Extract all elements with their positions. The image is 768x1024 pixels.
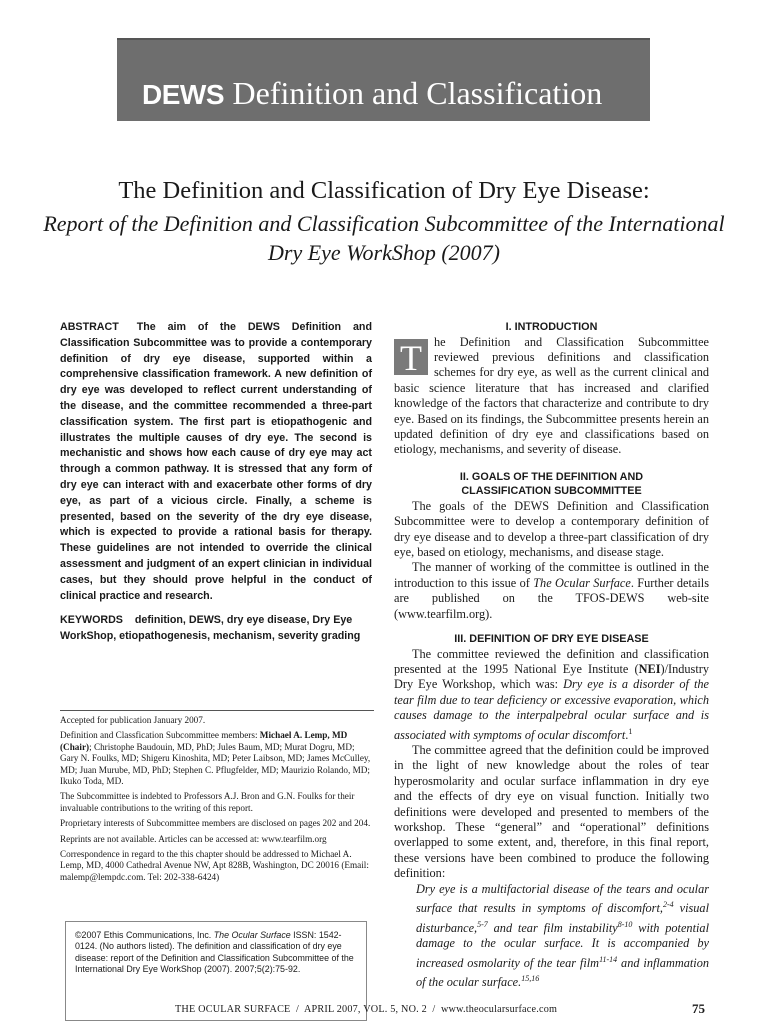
- def-p1-a: The committee reviewed the definition and classification presented at the 1995 National Eye Institute (: [394, 646, 709, 676]
- keywords-text: definition, DEWS, dry eye disease, Dry Eye WorkShop, etiopathogenesis, mechanism, severity grading: [60, 614, 361, 643]
- quote-e: and inflammation of the ocular surface.: [416, 955, 709, 990]
- goals-p2-journal: The Ocular Surface: [533, 575, 631, 590]
- keywords: [60, 613, 372, 645]
- goals-paragraph-1: The goals of the DEWS Definition and Classification Subcommittee were to develop a contemporary definition of dry eye disease and to develop a three-part classification of dry eye, based on etiology, mechanisms, and disease stage.: [394, 498, 709, 559]
- definition-quote: [416, 882, 709, 991]
- footer-journal-info: THE OCULAR SURFACE / APRIL 2007, VOL. 5, NO. 2 / www.theocularsurface.com: [175, 1004, 558, 1015]
- article-subtitle: Report of the Definition and Classification Subcommittee of the International Dry Eye WorkShop (2007): [43, 211, 725, 265]
- abstract-column: [60, 320, 372, 645]
- heading-definition: III. DEFINITION OF DRY EYE DISEASE: [454, 633, 649, 645]
- page-number: 75: [692, 1001, 705, 1016]
- citation-text: [75, 930, 357, 976]
- goals-paragraph-2: [394, 560, 709, 622]
- abstract-label: ABSTRACT: [60, 321, 119, 333]
- body-column: [394, 320, 709, 991]
- abstract-text: The aim of the DEWS Definition and Classification Subcommittee was to provide a contemporary definition of dry eye disease, supported within a comprehensive classification framework. A new definition of dry eye was developed to reflect current understanding of the disease, and the committee recommended a three-part classification system. The first part is etiopathogenic and illustrates the multiple causes of dry eye. The second is mechanistic and shows how each cause of dry eye may act through a common pathway. It is stressed that any form of dry eye can interact with and exacerbate other forms of dry eye, as part of a vicious circle. Finally, a scheme is presented, based on the severity of the dry eye disease, which is expected to provide a rational basis for therapy. These guidelines are not intended to override the clinical assessment and judgment of an expert clinician in individual cases, but they should prove helpful in the conduct of clinical practice and research.: [60, 321, 372, 602]
- note-indebted: The Subcommittee is indebted to Professors A.J. Bron and G.N. Foulks for their invaluable contributions to the writing of this report.: [60, 791, 355, 813]
- definition-paragraph-1: The committee reviewed the definition and classification presented at the 1995 National Eye Institute (NEI)/Industry Dry Eye Workshop, which was: Dry eye is a disorder of the tear film due to tear deficiency or excessive evaporation, which causes damage to the interpalpebral ocular surface and is associated with symptoms of ocular discomfort.$^1$: [394, 646, 709, 742]
- abstract: [60, 320, 372, 604]
- intro-text: he Definition and Classification Subcommittee reviewed previous definitions and classification schemes for dry eye, as well as the current clinical and basic science literature that has increased and clarified knowledge of the factors that characterize and contribute to dry eye. Based on its findings, the Subcommittee presents herein an updated definition of dry eye and classifications based on etiology, mechanisms, and severity of disease.: [394, 334, 709, 457]
- banner-title-rest: Definition and Classification: [232, 75, 603, 111]
- members-chair: Michael A. Lemp, MD (Chair): [60, 730, 348, 752]
- article-title: The Definition and Classification of Dry Eye Disease:: [118, 177, 650, 204]
- section-banner: [117, 38, 650, 121]
- quote-b: visual disturbance,: [416, 901, 709, 935]
- note-reprints: Reprints are not available. Articles can be accessed at: www.tearfilm.org: [60, 833, 327, 844]
- quote-a: Dry eye is a multifactorial disease of the tears and ocular surface that results in symptoms of discomfort,: [416, 881, 709, 916]
- def-p1-b: )/Industry Dry Eye Workshop, which was:: [394, 661, 709, 692]
- quote-ref-4: 11-14: [599, 954, 618, 964]
- heading-introduction: I. INTRODUCTION: [505, 321, 598, 333]
- definition-paragraph-2: The committee agreed that the definition could be improved in the light of new knowledge about the roles of tear hyperosmolarity and ocular surface inflammation in dry eye and the effects of dry eye on visual function. Initially two definitions were developed and presented to members of the workshop. These “general” and “operational” definitions overlapped to some extent, and, therefore, in this final report, these versions have been combined to produce the following definition:: [394, 743, 709, 881]
- intro-paragraph: [394, 335, 709, 458]
- heading-goals-line1: II. GOALS OF THE DEFINITION AND: [459, 470, 644, 483]
- citation-part2: ISSN: 1542-0124. (No authors listed). The definition and classification of dry eye disease: report of the Definition and Classification Subcommittee of the International Dry Eye WorkShop (2007). 2007;5(2):75-92.: [75, 930, 354, 975]
- note-proprietary: Proprietary interests of Subcommittee members are disclosed on pages 202 and 204.: [60, 818, 371, 829]
- citation-journal: The Ocular Surface: [213, 930, 291, 940]
- citation-box: [60, 921, 372, 1016]
- drop-cap: T: [394, 339, 428, 375]
- def-p1-nei: NEI: [638, 661, 661, 676]
- note-accepted: Accepted for publication January 2007.: [60, 715, 206, 725]
- goals-p2-a: The manner of working of the committee is outlined in the introduction to this issue of: [394, 560, 709, 590]
- quote-ref-1: 2-4: [662, 900, 674, 910]
- banner-title: [142, 73, 602, 115]
- quote-d: with potential damage to the ocular surface. It is accompanied by increased osmolarity of the tear film: [416, 920, 709, 970]
- keywords-label: KEYWORDS: [60, 614, 123, 627]
- members-rest: ; Christophe Baudouin, MD, PhD; Jules Baum, MD; Murat Dogru, MD; Gary N. Foulks, MD; Shigeru Kinoshita, MD; Peter Laibson, MD; James McCulley, MD; Juan Murube, MD, PhD; Stephen C. Pflugfelder, MD; Maurizio Rolando, MD; Ikuko Toda, MD.: [60, 741, 371, 787]
- note-correspondence: Correspondence in regard to the this chapter should be addressed to Michael A. Lemp, MD, 4000 Cathedral Avenue NW, Apt 828B, Washington, DC 20016 (Email: malemp@lempdc.com. Tel: 202-338-6424): [60, 849, 369, 882]
- quote-ref-3: 8-10: [617, 919, 633, 929]
- banner-title-strong: DEWS: [142, 79, 224, 110]
- citation-part1: ©2007 Ethis Communications, Inc.: [75, 930, 212, 940]
- heading-goals: [394, 470, 709, 499]
- heading-goals-line2: CLASSIFICATION SUBCOMMITTEE: [461, 485, 642, 498]
- def-p1-quote: Dry eye is a disorder of the tear film due to tear deficiency or excessive evaporation, which causes damage to the interpalpebral ocular surface and is associated with symptoms of ocular discomfort: [394, 677, 709, 742]
- quote-ref-2: 5-7: [477, 919, 488, 929]
- article-notes: [60, 710, 374, 887]
- def-p1-ref: 1: [628, 726, 633, 736]
- goals-p2-b: . Further details are published on the TFOS-DEWS web-site (www.tearfilm.org).: [394, 575, 709, 621]
- note-members: [60, 730, 374, 787]
- quote-ref-5: 15,16: [521, 974, 540, 983]
- members-prefix: Definition and Classfication Subcommittee members:: [60, 730, 258, 741]
- quote-c: and tear film instability: [487, 920, 618, 935]
